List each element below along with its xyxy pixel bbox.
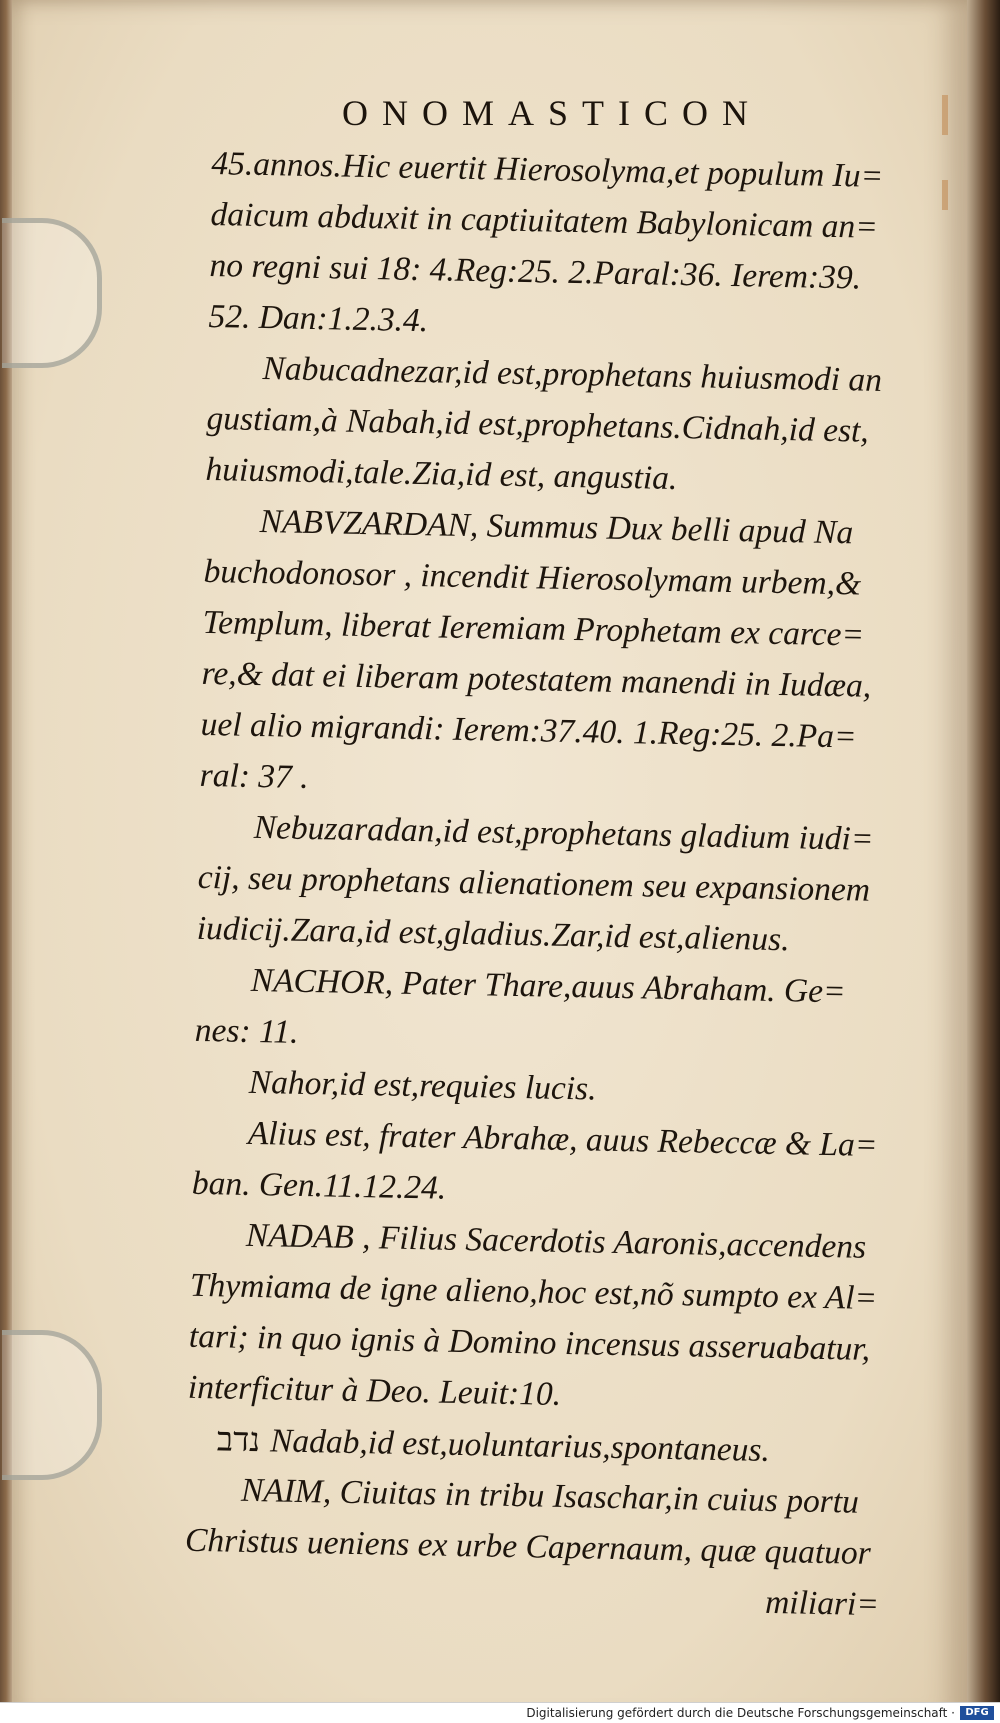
text-line: re,& dat ei liberam potestatem manendi in Iudæa, — [201, 654, 872, 705]
text-line: ban. Gen.11.12.24. — [191, 1164, 447, 1207]
text-line: Nadab,id est,uoluntarius,spontaneus. — [269, 1422, 771, 1469]
text-block — [184, 138, 927, 1630]
page-edge-mark — [942, 95, 948, 135]
text-line: nes: 11. — [194, 1011, 299, 1051]
text-line: no regni sui 18: 4.Reg:25. 2.Paral:36. Ierem:39. — [209, 246, 862, 297]
text-line: gustiam,à Nabah,id est,prophetans.Cidnah,id est, — [206, 399, 870, 450]
text-line: Templum, liberat Ieremiam Prophetam ex carce= — [202, 603, 865, 654]
text-line: Nabucadnezar,id est,prophetans huiusmodi an — [262, 350, 883, 399]
footer-credit: Digitalisierung gefördert durch die Deutsche Forschungsgemeinschaft · — [526, 1706, 955, 1720]
text-line: iudicij.Zara,id est,gladius.Zar,id est,alienus. — [196, 909, 790, 959]
text-line: Thymiama de igne alieno,hoc est,nõ sumpto ex Al= — [189, 1266, 878, 1317]
catchword: miliari= — [764, 1583, 880, 1624]
text-line: Nahor,id est,requies lucis. — [248, 1063, 597, 1108]
text-line: ral: 37 . — [199, 756, 309, 796]
text-line: 52. Dan:1.2.3.4. — [208, 297, 429, 340]
text-line: interficitur à Deo. Leuit:10. — [187, 1368, 562, 1413]
text-line: tari; in quo ignis à Domino incensus asseruabatur, — [188, 1317, 871, 1368]
page-clip-top — [2, 218, 102, 368]
text-line: huiusmodi,tale.Zia,id est, angustia. — [205, 450, 678, 497]
text-line: Alius est, frater Abrahæ, auus Rebeccæ & La= — [247, 1114, 878, 1164]
page-clip-bottom — [2, 1330, 102, 1480]
hebrew-word: נדב — [216, 1419, 261, 1460]
text-line: Christus ueniens ex urbe Capernaum, quæ quatuor — [184, 1521, 872, 1572]
digitization-footer — [0, 1702, 1000, 1723]
text-line: daicum abduxit in captiuitatem Babylonicam an= — [210, 195, 879, 246]
text-line: NACHOR, Pater Thare,auus Abraham. Ge= — [250, 961, 846, 1011]
book-page — [12, 0, 967, 1723]
running-head: ONOMASTICON — [342, 93, 763, 133]
text-line: cij, seu prophetans alienationem seu expansionem — [197, 858, 871, 909]
text-line: NAIM, Ciuitas in tribu Isaschar,in cuius portu — [240, 1471, 860, 1521]
page-edge-mark — [942, 180, 948, 210]
text-line: buchodonosor , incendit Hierosolymam urbem,& — [203, 552, 862, 603]
text-line: Nebuzaradan,id est,prophetans gladium iudi= — [253, 808, 874, 858]
text-line: 45.annos.Hic euertit Hierosolyma,et populum Iu= — [211, 144, 884, 195]
text-line: NADAB , Filius Sacerdotis Aaronis,accendens — [245, 1216, 867, 1266]
text-line: NABVZARDAN, Summus Dux belli apud Na — [259, 502, 854, 552]
text-line: uel alio migrandi: Ierem:37.40. 1.Reg:25. 2.Pa= — [200, 705, 857, 756]
dfg-logo: DFG — [960, 1706, 994, 1720]
